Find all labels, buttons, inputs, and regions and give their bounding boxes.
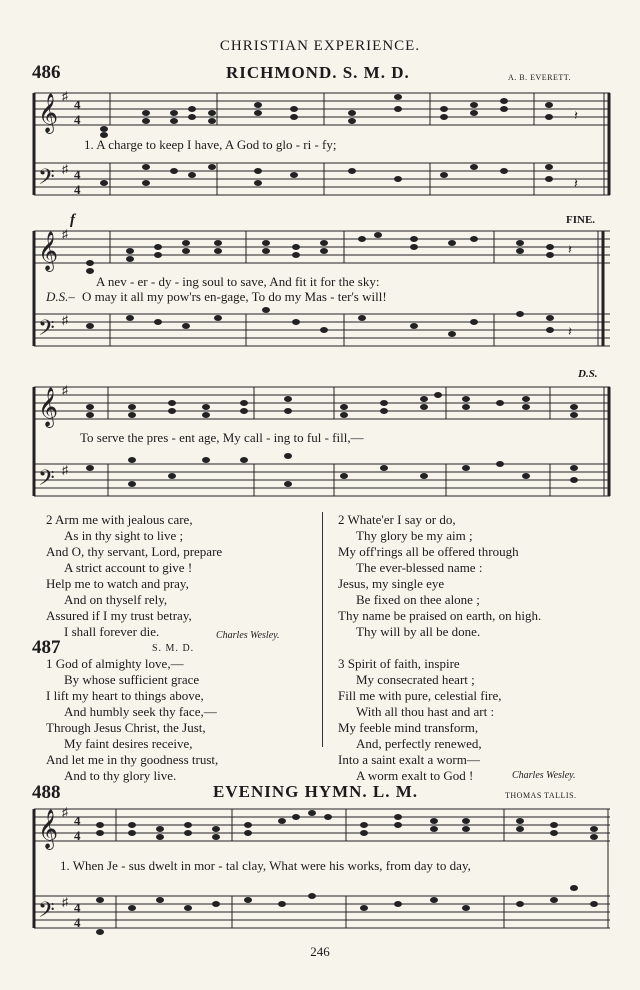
verse-3-hymn-487: 3 Spirit of faith, inspire My consecrated heart ; Fill me with pure, celestial fire, With all thou hast and art : My feeble mind transform, And, perfectly renewed, Into a saint exalt a worm— A worm exalt to God ! — [338, 656, 502, 783]
svg-text:𝄽: 𝄽 — [574, 108, 578, 123]
lyric-line-2-ds: O may it all my pow'rs en-gage, To do my Mas - ter's will! — [82, 289, 387, 304]
svg-text:4: 4 — [74, 813, 81, 828]
lyric-line-1: 1. A charge to keep I have, A God to glo - ri - fy; — [84, 137, 337, 152]
svg-text:𝄞: 𝄞 — [38, 93, 59, 133]
svg-text:𝄢: 𝄢 — [38, 316, 55, 346]
svg-text:𝄞: 𝄞 — [38, 231, 59, 271]
meter-487: S. M. D. — [152, 643, 195, 654]
hymn-number-487: 487 — [32, 637, 61, 658]
svg-text:𝄢: 𝄢 — [38, 165, 55, 195]
svg-text:𝄢: 𝄢 — [38, 898, 55, 928]
svg-text:♯: ♯ — [62, 805, 68, 819]
hymn-number-486: 486 — [32, 62, 61, 83]
svg-text:♯: ♯ — [62, 89, 68, 103]
svg-text:𝄽: 𝄽 — [568, 324, 572, 339]
verse-2-hymn-487: 2 Whate'er I say or do, Thy glory be my aim ; My off'rings all be offered through The ever-blessed name : Jesus, my single eye Be fixed on thee alone ; Thy name be praised on earth, on high. Thy will by all be done. — [338, 512, 542, 639]
svg-text:♯: ♯ — [62, 463, 68, 477]
composer-486: A. B. EVERETT. — [508, 73, 572, 82]
section-header: CHRISTIAN EXPERIENCE. — [219, 38, 421, 54]
verse-2-hymn-486: 2 Arm me with jealous care, As in thy sight to live ; And O, thy servant, Lord, prepare A strict account to give ! Help me to watch and pray, And on thyself rely, Assured if I my trust betray, I shall forever die. — [46, 512, 223, 639]
svg-text:♯: ♯ — [62, 383, 68, 397]
svg-text:4: 4 — [74, 900, 81, 915]
hymn-number-488: 488 — [32, 782, 61, 803]
svg-text:4: 4 — [74, 182, 81, 197]
lyric-line-3: To serve the pres - ent age, My call - ing to ful - fill,— — [80, 430, 364, 445]
composer-488: THOMAS TALLIS. — [505, 791, 577, 800]
svg-text:𝄞: 𝄞 — [38, 809, 59, 849]
svg-text:♯: ♯ — [62, 162, 68, 176]
svg-text:4: 4 — [74, 167, 81, 182]
svg-text:𝄢: 𝄢 — [38, 466, 55, 496]
svg-text:♯: ♯ — [62, 895, 68, 909]
tune-title-richmond: RICHMOND. S. M. D. — [226, 63, 410, 82]
column-divider — [322, 512, 323, 747]
svg-text:4: 4 — [74, 828, 81, 843]
svg-text:𝄞: 𝄞 — [38, 387, 59, 427]
svg-text:𝄽: 𝄽 — [568, 242, 572, 257]
lyric-line-488: 1. When Je - sus dwelt in mor - tal clay, What were his works, from day to day, — [60, 858, 471, 873]
svg-text:4: 4 — [74, 112, 81, 127]
svg-text:♯: ♯ — [62, 313, 68, 327]
lyric-line-2: A nev - er - dy - ing soul to save, And fit it for the sky: — [96, 274, 380, 289]
page-number: 246 — [310, 944, 330, 959]
ds-label: D.S.– — [46, 289, 75, 304]
dynamic-forte: f — [70, 212, 75, 228]
svg-text:♯: ♯ — [62, 227, 68, 241]
svg-text:4: 4 — [74, 97, 81, 112]
svg-text:𝄽: 𝄽 — [574, 176, 578, 191]
svg-text:4: 4 — [74, 915, 81, 930]
author-486: Charles Wesley. — [216, 630, 280, 641]
ds-mark: D.S. — [578, 368, 598, 380]
fine-mark: FINE. — [566, 214, 596, 226]
tune-title-evening-hymn: EVENING HYMN. L. M. — [213, 782, 419, 801]
author-487: Charles Wesley. — [512, 770, 576, 781]
verse-1-hymn-487: 1 God of almighty love,— By whose sufficient grace I lift my heart to things above, And humbly seek thy face,— Through Jesus Christ, the Just, My faint desires receive, And let me in thy goodness trust, And to thy glory live. — [46, 656, 219, 783]
